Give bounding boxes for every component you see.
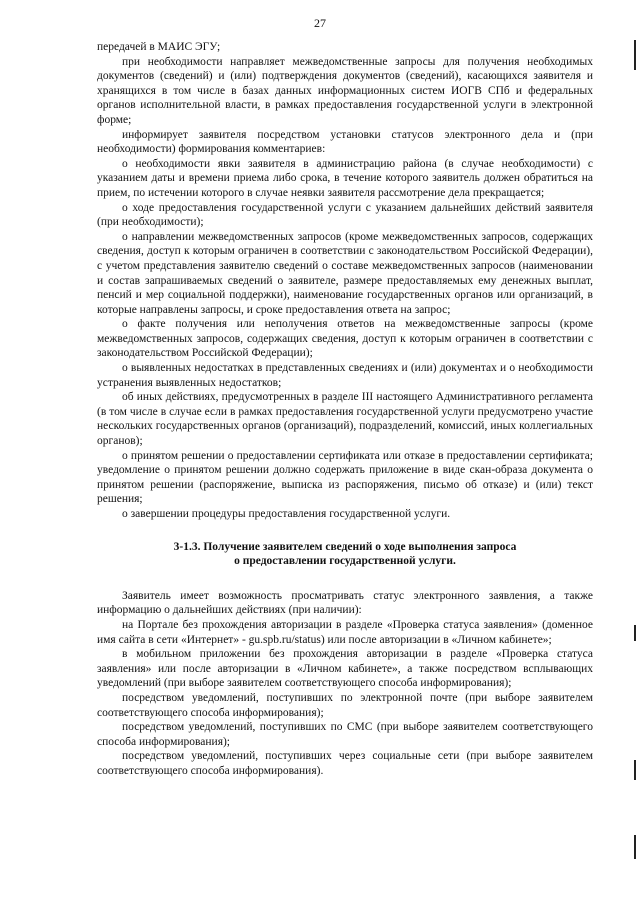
scan-margin-mark	[634, 835, 636, 859]
paragraph: информирует заявителя посредством установки статусов электронного дела и (при необходимости) формирования комментариев:	[97, 128, 593, 156]
paragraph: о направлении межведомственных запросов (кроме межведомственных запросов, содержащих сведения, доступ к которым ограничен в соответствии с законодательством Российской Федерации), с учетом представления заявителю сведений о составе межведомственных запросов (наименовании и состав запрашиваемых сведений о заявителе, размере предоставляемых ему денежных выплат, пенсий и мер социальной поддержки), наименование государственных органов или организаций, в которые направлены запросы, и сроке предоставления ответа на запрос;	[97, 230, 593, 316]
paragraph: о принятом решении о предоставлении сертификата или отказе в предоставлении сертификата; уведомление о принятом решении должно содержать приложение в виде скан-образа документа о принятом решении (распоряжение, выписка из распоряжения, письмо об отказе) и (или) текст решения;	[97, 449, 593, 506]
section-heading-line2: о предоставлении государственной услуги.	[234, 555, 456, 568]
paragraph: о выявленных недостатках в представленных сведениях и (или) документах и о необходимости устранения выявленных недостатков;	[97, 362, 593, 389]
paragraph: о завершении процедуры предоставления государственной услуги.	[122, 508, 451, 520]
paragraph: передачей в МАИС ЭГУ;	[97, 41, 221, 53]
scan-margin-mark	[634, 625, 636, 641]
paragraph: при необходимости направляет межведомственные запросы для получения необходимых документов (сведений) и (или) подтверждения документов (сведений), касающихся заявителя и хранящихся в том числе в базах данных информационных систем ИОГВ СПб и федеральных органов исполнительной власти, в рамках предоставления государственной услуги в электронной форме;	[97, 55, 593, 126]
scan-margin-mark	[634, 760, 636, 780]
paragraph: посредством уведомлений, поступивших через социальные сети (при выборе заявителем соответствующего способа информирования).	[97, 750, 593, 777]
scan-margin-mark	[634, 40, 636, 70]
paragraph: Заявитель имеет возможность просматривать статус электронного заявления, а также информацию о дальнейших действиях (при наличии):	[97, 589, 593, 617]
section-heading-line1: 3-1.3. Получение заявителем сведений о ходе выполнения запроса	[173, 540, 517, 553]
page-number: 27	[314, 16, 326, 30]
paragraph: о факте получения или неполучения ответов на межведомственные запросы (кроме межведомственных запросов, содержащих сведения, доступ к которым ограничен в соответствии с законодательством Российской Федерации);	[97, 318, 593, 360]
paragraphs-bottom	[97, 589, 593, 779]
document-body	[97, 40, 593, 779]
paragraphs-top	[97, 40, 593, 522]
section-heading	[97, 540, 593, 569]
paragraph: посредством уведомлений, поступивших по СМС (при выборе заявителем соответствующего способа информирования);	[97, 721, 593, 748]
paragraph: в мобильном приложении без прохождения авторизации в разделе «Проверка статуса заявления» или после авторизации в «Личном кабинете», а также посредством всплывающих уведомлений (при выборе заявителем соответствующего способа информирования);	[97, 648, 593, 690]
paragraph: о ходе предоставления государственной услуги с указанием дальнейших действий заявителя (при необходимости);	[97, 201, 593, 229]
paragraph: об иных действиях, предусмотренных в разделе III настоящего Административного регламента (в том числе в случае если в рамках предоставления государственной услуги предусмотрено участие нескольких государственных органов (организаций), подразделений, комиссий, иных коллегиальных органов);	[97, 391, 593, 448]
paragraph: посредством уведомлений, поступивших по электронной почте (при выборе заявителем соответствующего способа информирования);	[97, 691, 593, 719]
paragraph: о необходимости явки заявителя в администрацию района (в случае необходимости) с указанием даты и времени приема либо срока, в течение которого заявитель должен обратиться на прием, по истечении которого в случае неявки заявителя рассмотрение дела прекращается;	[97, 157, 593, 199]
paragraph: на Портале без прохождения авторизации в разделе «Проверка статуса заявления» (доменное имя сайта в сети «Интернет» - gu.spb.ru/status) или после авторизации в «Личном кабинете»;	[97, 618, 593, 646]
